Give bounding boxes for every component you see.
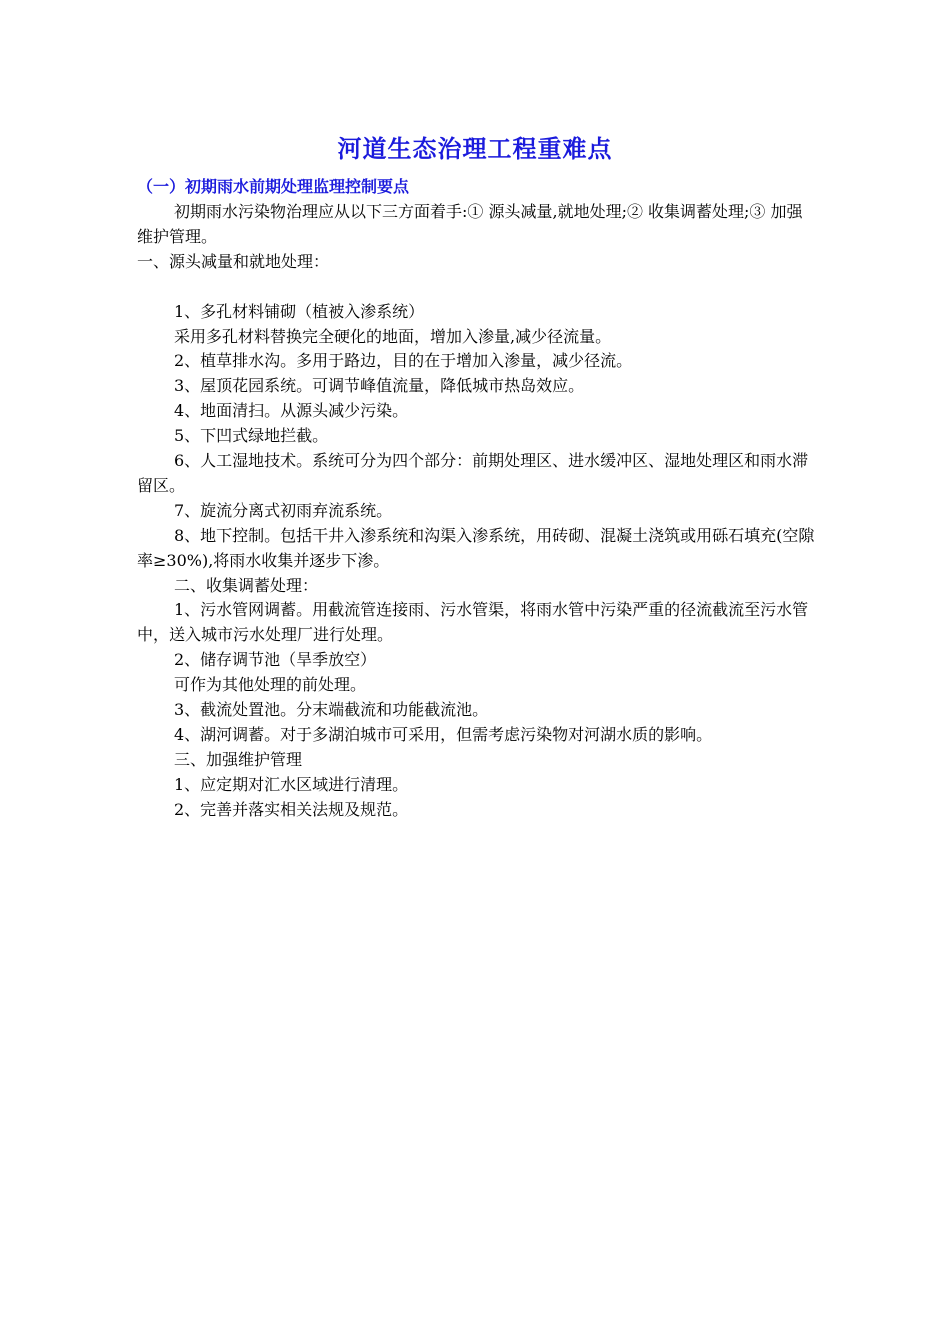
document-title: 河道生态治理工程重难点 bbox=[337, 135, 613, 163]
section-heading: （一）初期雨水前期处理监理控制要点 bbox=[137, 177, 410, 196]
paragraph: 采用多孔材料替换完全硬化的地面，增加入渗量,减少径流量。 bbox=[174, 326, 612, 346]
paragraph: 二、收集调蓄处理： bbox=[174, 575, 319, 595]
paragraph: 5、下凹式绿地拦截。 bbox=[174, 426, 329, 446]
paragraph: 7、旋流分离式初雨弃流系统。 bbox=[174, 500, 393, 520]
paragraph: 3、屋顶花园系统。可调节峰值流量，降低城市热岛效应。 bbox=[174, 376, 585, 396]
paragraph: 2、完善并落实相关法规及规范。 bbox=[174, 799, 409, 819]
paragraph: 可作为其他处理的前处理。 bbox=[174, 675, 367, 695]
paragraph: 3、截流处置池。分末端截流和功能截流池。 bbox=[174, 700, 489, 720]
paragraph: 8、地下控制。包括干井入渗系统和沟渠入渗系统，用砖砌、混凝土浇筑或用砾石填充(空隙率≥30%),将雨水收集并逐步下渗。 bbox=[137, 525, 815, 570]
blank-line bbox=[137, 275, 817, 300]
paragraph: 4、湖河调蓄。对于多湖泊城市可采用，但需考虑污染物对河湖水质的影响。 bbox=[174, 725, 713, 745]
paragraph: 2、储存调节池（旱季放空） bbox=[174, 650, 377, 670]
paragraph: 4、地面清扫。从源头减少污染。 bbox=[174, 401, 409, 421]
paragraph: 1、应定期对汇水区域进行清理。 bbox=[174, 774, 409, 794]
paragraph: 6、人工湿地技术。系统可分为四个部分：前期处理区、进水缓冲区、湿地处理区和雨水滞留区。 bbox=[137, 451, 809, 495]
paragraph: 三、加强维护管理 bbox=[174, 749, 303, 769]
document-body bbox=[137, 200, 817, 823]
paragraph: 一、源头减量和就地处理： bbox=[137, 251, 330, 271]
paragraph: 初期雨水污染物治理应从以下三方面着手:① 源头减量,就地处理;② 收集调蓄处理;③ 加强维护管理。 bbox=[137, 202, 803, 246]
paragraph: 2、植草排水沟。多用于路边，目的在于增加入渗量，减少径流。 bbox=[174, 351, 633, 371]
paragraph: 1、污水管网调蓄。用截流管连接雨、污水管渠，将雨水管中污染严重的径流截流至污水管中，送入城市污水处理厂进行处理。 bbox=[137, 600, 809, 645]
paragraph: 1、多孔材料铺砌（植被入渗系统） bbox=[174, 301, 425, 321]
